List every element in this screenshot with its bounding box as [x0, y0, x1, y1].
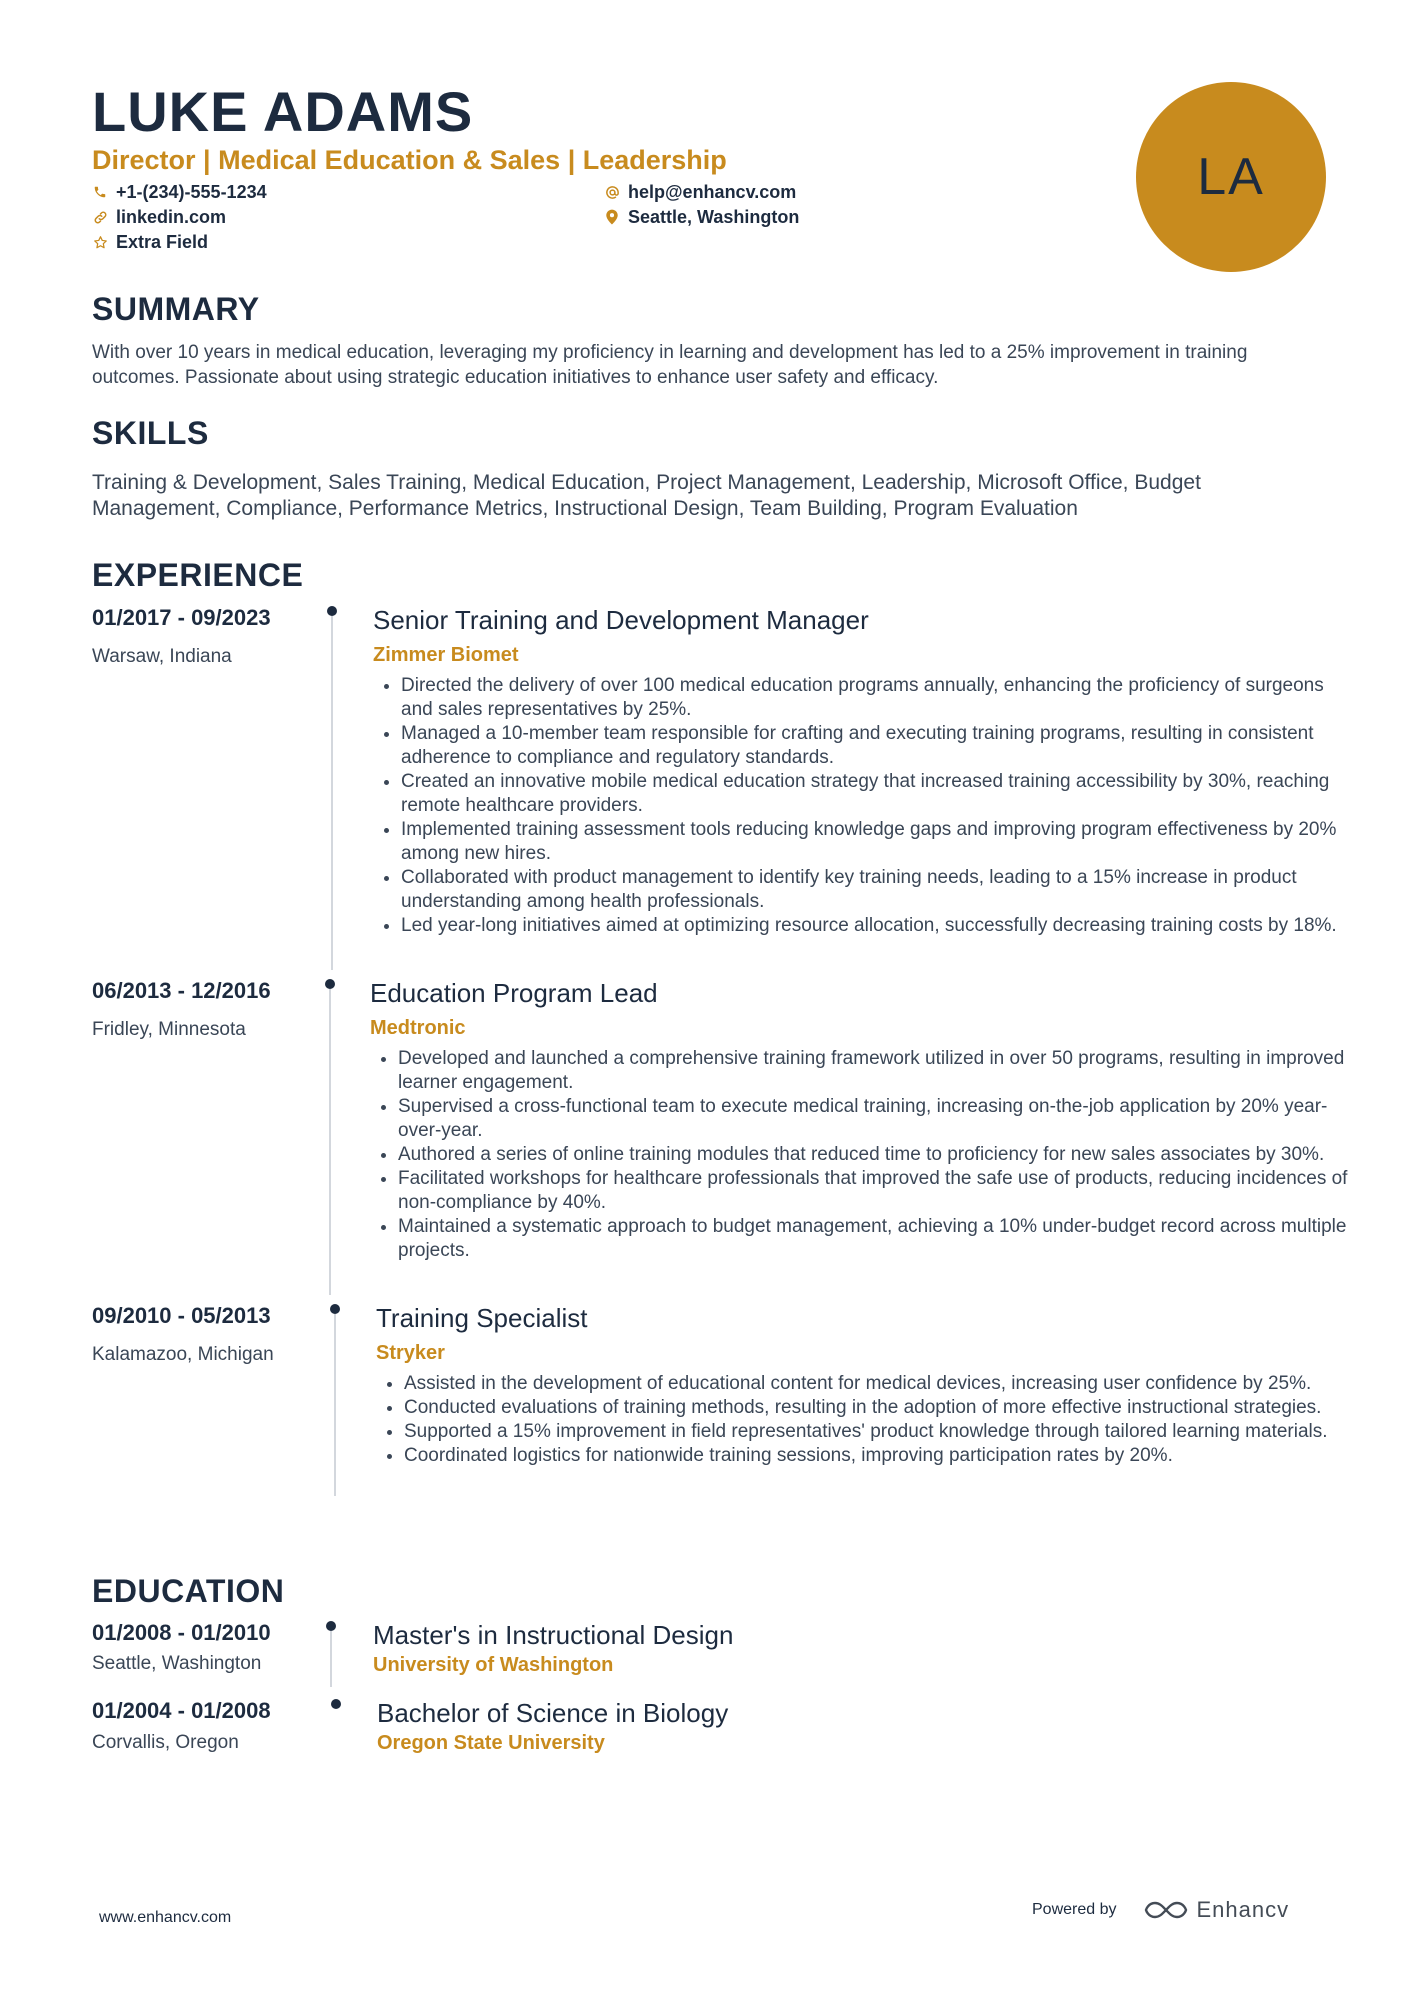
list-item: • Implemented training assessment tools reducing knowledge gaps and improving program effectiveness by 20% among new hires.: [401, 818, 1349, 866]
job-dates: 09/2010 - 05/2013: [92, 1303, 271, 1328]
avatar: LA: [1136, 82, 1326, 272]
list-item: • Directed the delivery of over 100 medical education programs annually, enhancing the proficiency of surgeons and sales representatives by 25%.: [401, 674, 1349, 722]
education-school: Oregon State University: [377, 1732, 605, 1754]
list-item: • Supported a 15% improvement in field representatives' product knowledge through tailored learning materials.: [404, 1420, 1352, 1444]
job-location: Kalamazoo, Michigan: [92, 1344, 274, 1365]
footer-branding[interactable]: [1032, 1897, 1289, 1923]
contact-email[interactable]: [604, 180, 796, 204]
contact-extra: [92, 230, 208, 254]
skills-text: Training & Development, Sales Training, Medical Education, Project Management, Leadership, Microsoft Office, Budget Management, Compliance, Performance Metrics, Instructional Design, Team Building, Program Evaluation: [92, 471, 1201, 520]
job-company: Stryker: [376, 1342, 445, 1364]
timeline-dot: [330, 1304, 340, 1314]
job-role: Education Program Lead: [370, 978, 658, 1008]
timeline-dot: [325, 979, 335, 989]
list-item: • Managed a 10-member team responsible for crafting and executing training programs, resulting in consistent adherence to compliance and regulatory standards.: [401, 722, 1349, 770]
job-role: Training Specialist: [376, 1303, 588, 1333]
job-bullets: [375, 674, 1349, 938]
list-item: • Created an innovative mobile medical education strategy that increased training accessibility by 30%, reaching remote healthcare providers.: [401, 770, 1349, 818]
job-dates: 01/2017 - 09/2023: [92, 605, 271, 630]
timeline-dot: [326, 1621, 336, 1631]
list-item: • Collaborated with product management to identify key training needs, leading to a 15% increase in product understanding among health professionals.: [401, 866, 1349, 914]
list-item: • Authored a series of online training modules that reduced time to proficiency for new sales associates by 30%.: [398, 1143, 1352, 1167]
list-item: • Led year-long initiatives aimed at optimizing resource allocation, successfully decreasing training costs by 18%.: [401, 914, 1349, 938]
enhancv-logo-icon: [1143, 1899, 1189, 1921]
list-item: • Coordinated logistics for nationwide training sessions, improving participation rates by 20%.: [404, 1444, 1352, 1468]
footer-website[interactable]: www.enhancv.com: [99, 1909, 232, 1926]
timeline-dot: [331, 1699, 341, 1709]
education-dates: 01/2008 - 01/2010: [92, 1620, 271, 1645]
education-dates: 01/2004 - 01/2008: [92, 1698, 271, 1723]
extra-text: Extra Field: [116, 232, 209, 252]
education-location: Seattle, Washington: [92, 1653, 262, 1674]
at-icon: [604, 184, 620, 200]
star-icon: [92, 234, 108, 250]
education-title: EDUCATION: [92, 1573, 285, 1609]
timeline-line: [334, 1314, 336, 1496]
list-item: • Maintained a systematic approach to budget management, achieving a 10% under-budget record across multiple projects.: [398, 1215, 1352, 1263]
education-location: Corvallis, Oregon: [92, 1732, 239, 1753]
timeline-line: [329, 989, 331, 1295]
job-bullets: [372, 1047, 1352, 1263]
timeline-dot: [327, 606, 337, 616]
timeline-line: [331, 616, 333, 970]
education-degree: Master's in Instructional Design: [373, 1620, 734, 1650]
list-item: • Supervised a cross-functional team to execute medical training, increasing on-the-job application by 20% year-over-year.: [398, 1095, 1352, 1143]
job-company: Zimmer Biomet: [373, 644, 519, 666]
experience-title: EXPERIENCE: [92, 557, 304, 593]
education-degree: Bachelor of Science in Biology: [377, 1698, 729, 1728]
skills-title: SKILLS: [92, 415, 209, 451]
timeline-line: [330, 1631, 332, 1687]
job-role: Senior Training and Development Manager: [373, 605, 869, 635]
summary-title: SUMMARY: [92, 291, 260, 327]
education-school: University of Washington: [373, 1654, 614, 1676]
contact-phone[interactable]: [92, 180, 267, 204]
list-item: • Developed and launched a comprehensive training framework utilized in over 50 programs, resulting in improved learner engagement.: [398, 1047, 1352, 1095]
list-item: • Assisted in the development of educational content for medical devices, increasing user confidence by 25%.: [404, 1372, 1352, 1396]
summary-text: With over 10 years in medical education, leveraging my proficiency in learning and development has led to a 25% improvement in training outcomes. Passionate about using strategic education initiatives to enhance user safety and efficacy.: [92, 342, 1248, 388]
phone-text: +1-(234)-555-1234: [116, 182, 267, 202]
linkedin-text: linkedin.com: [116, 207, 227, 227]
contact-linkedin[interactable]: [92, 205, 226, 229]
job-location: Fridley, Minnesota: [92, 1019, 246, 1040]
contact-location: [604, 205, 799, 229]
location-text: Seattle, Washington: [628, 207, 800, 227]
enhancv-logo: [1143, 1897, 1290, 1923]
job-dates: 06/2013 - 12/2016: [92, 978, 271, 1003]
job-company: Medtronic: [370, 1017, 466, 1039]
list-item: • Conducted evaluations of training methods, resulting in the adoption of more effective instructional strategies.: [404, 1396, 1352, 1420]
link-icon: [92, 209, 108, 225]
candidate-name: LUKE ADAMS: [92, 80, 474, 143]
job-location: Warsaw, Indiana: [92, 646, 232, 667]
candidate-headline: Director | Medical Education & Sales | Leadership: [92, 145, 727, 175]
powered-by-label: Powered by: [1032, 1901, 1117, 1918]
brand-name: Enhancv: [1196, 1897, 1290, 1922]
location-pin-icon: [604, 209, 620, 225]
phone-icon: [92, 184, 108, 200]
list-item: • Facilitated workshops for healthcare professionals that improved the safe use of products, reducing incidences of non-compliance by 40%.: [398, 1167, 1352, 1215]
job-bullets: [378, 1372, 1352, 1468]
email-text: help@enhancv.com: [628, 182, 797, 202]
